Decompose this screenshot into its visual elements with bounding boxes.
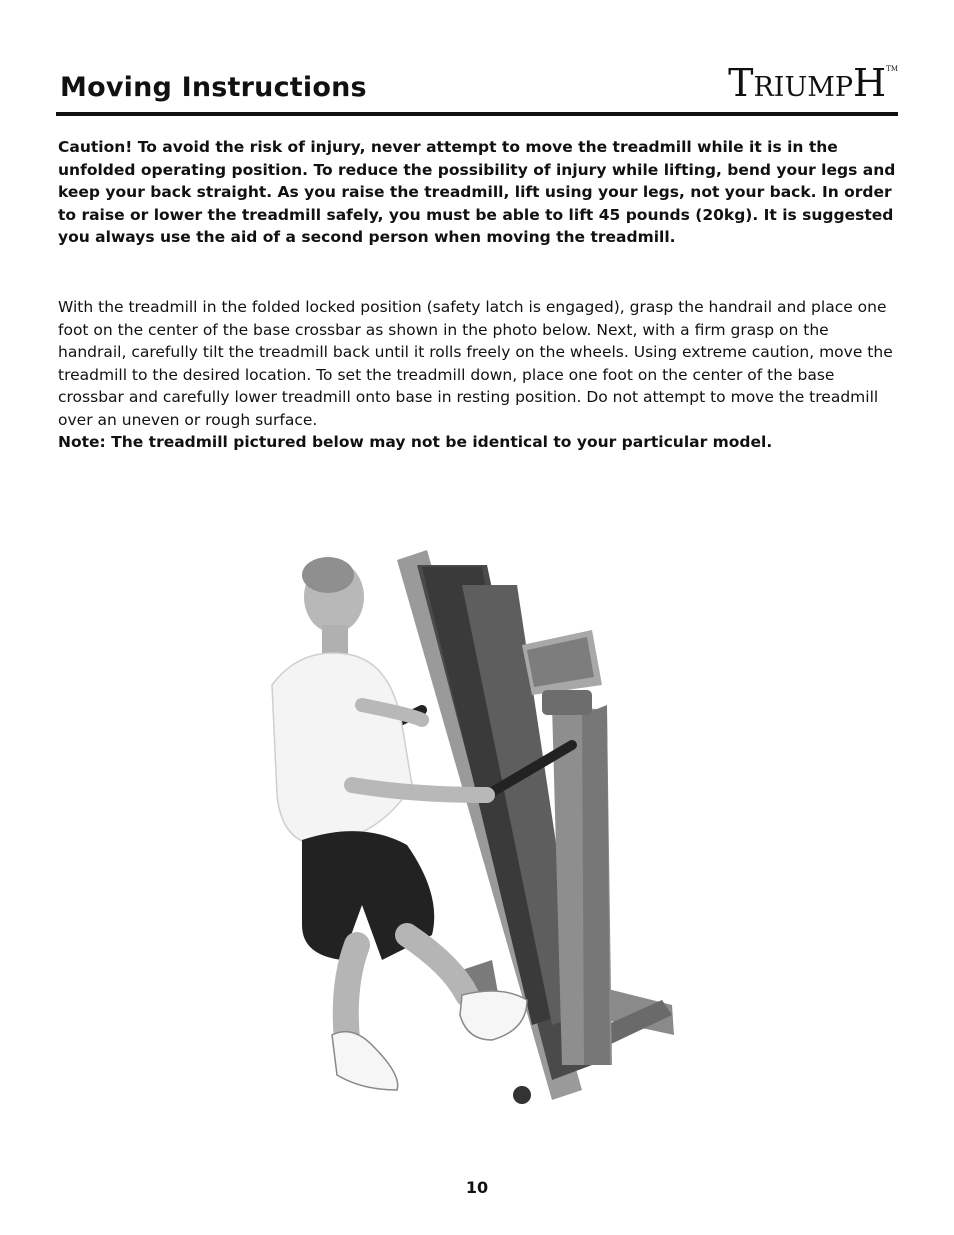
note-paragraph: Note: The treadmill pictured below may not be identical to your particular model. <box>58 433 773 451</box>
page-number: 10 <box>465 1178 489 1197</box>
logo-letters-mid: RIUMP <box>753 72 854 103</box>
instructions-paragraph: With the treadmill in the folded locked position (safety latch is engaged), grasp the handrail and place one foot on the center of the base crossbar as shown in the photo below. Next, with a firm grasp on the handrail, carefully tilt the treadmill back until it rolls freely on the wheels. Using extreme caution, move the treadmill to the desired location. To set the treadmill down, place one foot on the center of the base crossbar and carefully lower treadmill onto base in resting position. Do not attempt to move the treadmill over an uneven or rough surface. <box>58 298 893 429</box>
logo-letter-t: T <box>728 61 754 105</box>
triumph-logo <box>728 61 898 105</box>
header-rule <box>56 112 898 116</box>
caution-paragraph: Caution! To avoid the risk of injury, never attempt to move the treadmill while it is in the unfolded operating position. To reduce the possibility of injury while lifting, bend your legs and keep your back straight. As you raise the treadmill, lift using your legs, not your back. In order to raise or lower the treadmill safely, you must be able to lift 45 pounds (20kg). It is suggested you always use the aid of a second person when moving the treadmill. <box>58 138 896 246</box>
page-title: Moving Instructions <box>60 72 367 103</box>
treadmill-moving-photo <box>262 545 682 1110</box>
logo-trademark: TM <box>886 65 898 73</box>
page-header <box>58 62 898 114</box>
logo-letter-h: H <box>853 61 887 105</box>
